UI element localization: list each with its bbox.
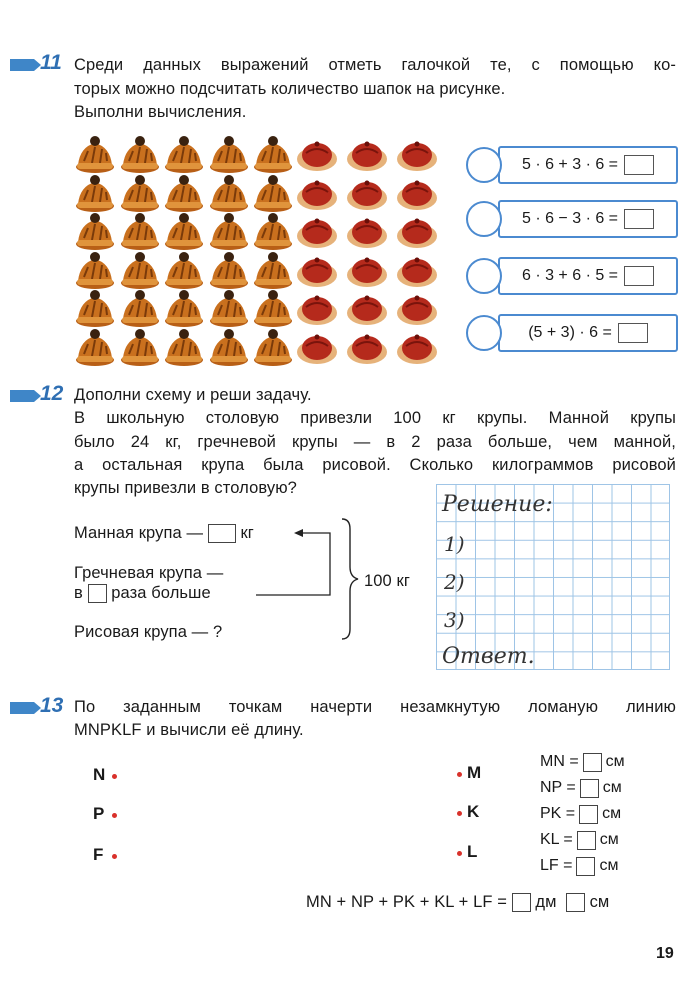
cap-hat-icon [346,172,388,214]
measure-label: KL = [540,831,573,848]
cap-hat-icon [396,249,438,291]
point-l[interactable] [457,851,462,856]
sum-dm-unit: дм [535,893,557,911]
task-13-marker [10,702,40,714]
sum-row [306,891,609,913]
cap-hat-icon [296,172,338,214]
knit-hat-icon [163,287,205,329]
page-number: 19 [656,945,674,962]
expression-box [498,146,678,184]
sum-dm-box[interactable] [512,893,531,912]
sum-cm-unit: см [589,893,610,911]
knit-hat-icon [208,326,250,368]
scheme-manna-label: Манная крупа — [74,524,204,542]
knit-hat-icon [74,210,116,252]
task-12-text-line3: было 24 кг, гречневой крупы — в 2 раза больше, чем манной, [74,433,676,451]
cap-hat-icon [396,133,438,175]
sum-cm-box[interactable] [566,893,585,912]
measure-answer-box[interactable] [577,831,596,850]
scheme-grech-line2 [74,582,211,604]
measure-answer-box[interactable] [580,779,599,798]
measure-unit: см [602,779,622,796]
knit-hat-icon [74,172,116,214]
scheme-ris: Рисовая крупа — ? [74,623,223,641]
cap-hat-icon [396,172,438,214]
point-l-label: L [467,842,478,861]
expression-text: 5 · 6 − 3 · 6 = [521,210,619,227]
task-13-text-line2: MNPKLF и вычисли её длину. [74,721,304,739]
point-m[interactable] [457,772,462,777]
cap-hat-icon [296,210,338,252]
measure-unit: см [599,831,619,848]
task-11-text-line1: Среди данных выражений отметь галочкой те, с помощью ко- [74,56,676,74]
check-circle[interactable] [466,201,502,237]
answer-box[interactable] [618,323,648,343]
expression-row-2 [466,200,678,238]
knit-hat-icon [252,133,294,175]
task-12-marker [10,390,40,402]
measure-row-lf [540,853,625,879]
cap-hat-icon [346,210,388,252]
cap-hat-icon [396,326,438,368]
solution-step-1: 1) [444,532,465,556]
check-circle[interactable] [466,147,502,183]
point-k-label: K [467,802,480,821]
solution-answer: Ответ. [442,644,535,669]
expression-row-3 [466,257,678,295]
measure-label: LF = [540,857,573,874]
knit-hat-icon [208,133,250,175]
point-f-label: F [93,845,104,864]
measure-answer-box[interactable] [579,805,598,824]
cap-hat-icon [396,210,438,252]
measure-unit: см [602,805,622,822]
expression-text: 5 · 6 + 3 · 6 = [521,156,619,173]
measure-row-mn [540,749,625,775]
measure-unit: см [605,753,625,770]
measure-answer-box[interactable] [583,753,602,772]
measure-row-kl [540,827,625,853]
expression-box [498,200,678,238]
task-13-text-line1: По заданным точкам начерти незамкнутую ломаную линию [74,698,676,716]
scheme-brace [342,519,358,639]
point-p-label: P [93,804,105,823]
knit-hat-icon [74,133,116,175]
knit-hat-icon [163,172,205,214]
knit-hat-icon [74,249,116,291]
cap-hat-icon [346,287,388,329]
measure-label: PK = [540,805,576,822]
point-k[interactable] [457,811,462,816]
check-circle[interactable] [466,258,502,294]
knit-hat-icon [208,210,250,252]
answer-box[interactable] [624,266,654,286]
cap-hat-icon [396,287,438,329]
expression-text: 6 · 3 + 6 · 5 = [521,267,619,284]
scheme-total: 100 кг [364,572,410,590]
cap-hat-icon [296,249,338,291]
scheme-manna-unit: кг [240,524,254,542]
knit-hat-icon [163,249,205,291]
scheme-manna [74,522,254,544]
knit-hat-icon [163,326,205,368]
knit-hat-icon [208,172,250,214]
task-11-text-line3: Выполни вычисления. [74,103,247,121]
scheme-grech-suffix: раза больше [111,584,211,602]
knit-hat-icon [252,287,294,329]
task-12-number: 12 [40,382,64,405]
measure-unit: см [599,857,619,874]
task-13-number: 13 [40,694,64,717]
solution-step-2: 2) [444,570,465,594]
knit-hat-icon [252,210,294,252]
measure-answer-box[interactable] [576,857,595,876]
point-n-label: N [93,765,106,784]
knit-hat-icon [119,133,161,175]
task-11-marker [10,59,40,71]
sum-label: MN + NP + PK + KL + LF = [306,893,507,911]
scheme-lines [250,515,360,645]
cap-hat-icon [296,287,338,329]
answer-box[interactable] [624,209,654,229]
knit-hat-icon [163,210,205,252]
knit-hat-icon [252,249,294,291]
measure-row-pk [540,801,625,827]
knit-hat-icon [252,172,294,214]
knit-hat-icon [119,172,161,214]
solution-step-3: 3) [444,608,465,632]
point-n[interactable] [112,774,117,779]
knit-hat-icon [252,326,294,368]
expression-box [498,257,678,295]
check-circle[interactable] [466,315,502,351]
task-12-text-line2: В школьную столовую привезли 100 кг крупы. Манной крупы [74,409,676,427]
solution-grid[interactable] [436,484,670,670]
expression-row-1 [466,146,678,184]
knit-hat-icon [119,210,161,252]
grech-answer-box[interactable] [88,584,107,603]
point-f[interactable] [112,854,117,859]
measure-label: MN = [540,753,579,770]
knit-hat-icon [119,326,161,368]
task-12-text-line1: Дополни схему и реши задачу. [74,386,312,404]
cap-hat-icon [296,133,338,175]
cap-hat-icon [346,133,388,175]
point-m-label: M [467,763,482,782]
scheme-grech-prefix: в [74,584,83,602]
knit-hat-icon [74,326,116,368]
measure-row-np [540,775,625,801]
knit-hat-icon [208,249,250,291]
cap-hat-icon [346,326,388,368]
scheme-arrowhead [294,529,303,537]
scheme-grech-line1: Гречневая крупа — [74,564,224,582]
task-12-text-line4: а остальная крупа была рисовой. Сколько килограммов рисовой [74,456,676,474]
point-p[interactable] [112,813,117,818]
task-12-text-line5: крупы привезли в столовую? [74,479,297,497]
expression-text: (5 + 3) · 6 = [528,324,612,341]
manna-answer-box[interactable] [208,524,236,543]
task-11-text-line2: торых можно подсчитать количество шапок на рисунке. [74,80,506,98]
answer-box[interactable] [624,155,654,175]
knit-hat-icon [119,287,161,329]
knit-hat-icon [119,249,161,291]
scheme-arrow-line [296,533,330,595]
cap-hat-icon [346,249,388,291]
task-11-number: 11 [40,51,62,74]
cap-hat-icon [296,326,338,368]
knit-hat-icon [74,287,116,329]
measures-list [540,749,625,879]
measure-label: NP = [540,779,576,796]
knit-hat-icon [208,287,250,329]
knit-hat-icon [163,133,205,175]
solution-heading: Решение: [442,492,553,517]
expression-box [498,314,678,352]
expression-row-4 [466,314,678,352]
